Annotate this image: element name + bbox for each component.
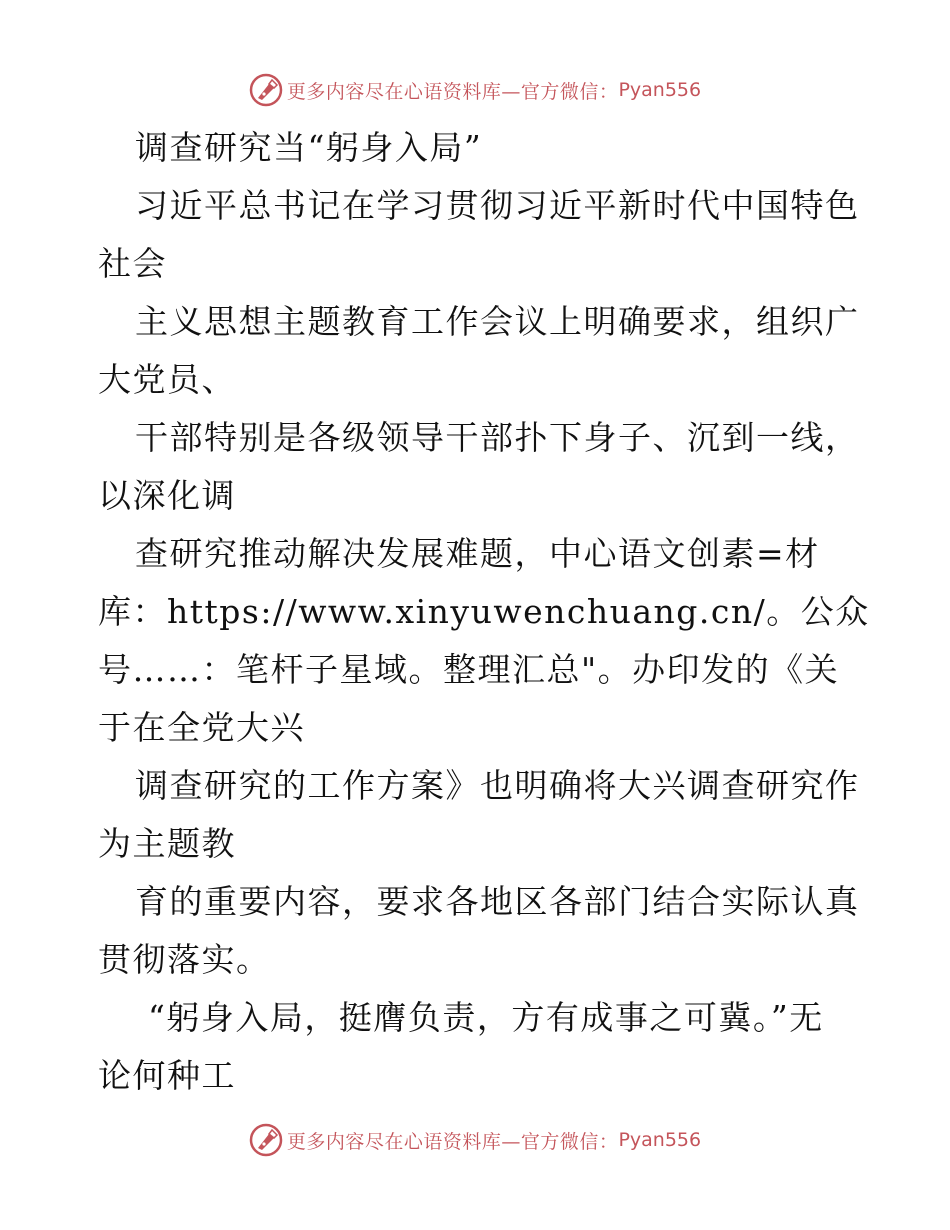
text-line: 以深化调 bbox=[98, 476, 236, 515]
text-line: 为主题教 bbox=[98, 824, 236, 863]
fountain-pen-logo-icon bbox=[249, 1123, 283, 1157]
text-line: 论何种工 bbox=[98, 1056, 236, 1095]
text-line: 大党员、 bbox=[98, 360, 236, 399]
text-line: 调查研究的工作方案》也明确将大兴调查研究作 bbox=[135, 766, 860, 805]
text-line: 社会 bbox=[98, 244, 167, 283]
text-line: 库：https://www.xinyuwenchuang.cn/。公众 bbox=[98, 592, 870, 631]
text-line: 习近平总书记在学习贯彻习近平新时代中国特色 bbox=[135, 186, 860, 225]
text-line: 主义思想主题教育工作会议上明确要求，组织广 bbox=[135, 302, 860, 341]
text-line: 号……：笔杆子星域。整理汇总"。办印发的《关 bbox=[98, 650, 840, 689]
text-line: 干部特别是各级领导干部扑下身子、沉到一线， bbox=[135, 418, 860, 457]
footer-banner bbox=[0, 1120, 950, 1160]
text-line: 于在全党大兴 bbox=[98, 708, 305, 747]
banner-site-text: 更多内容尽在心语资料库— bbox=[286, 1130, 521, 1153]
text-line: “躬身入局，挺膺负责，方有成事之可冀。”无 bbox=[148, 998, 824, 1037]
text-line: 查研究推动解决发展难题，中心语文创素=材 bbox=[135, 534, 820, 573]
banner-wechat-label: 官方微信： bbox=[520, 80, 619, 103]
text-line: 贯彻落实。 bbox=[98, 940, 271, 979]
banner-wechat-id: Pyan556 bbox=[618, 1129, 702, 1151]
text-line: 育的重要内容，要求各地区各部门结合实际认真 bbox=[135, 882, 860, 921]
banner-site-text: 更多内容尽在心语资料库— bbox=[286, 80, 521, 103]
document-title: 调查研究当“躬身入局” bbox=[135, 128, 483, 167]
banner-wechat-label: 官方微信： bbox=[520, 1130, 619, 1153]
banner-wechat-id: Pyan556 bbox=[618, 79, 702, 101]
